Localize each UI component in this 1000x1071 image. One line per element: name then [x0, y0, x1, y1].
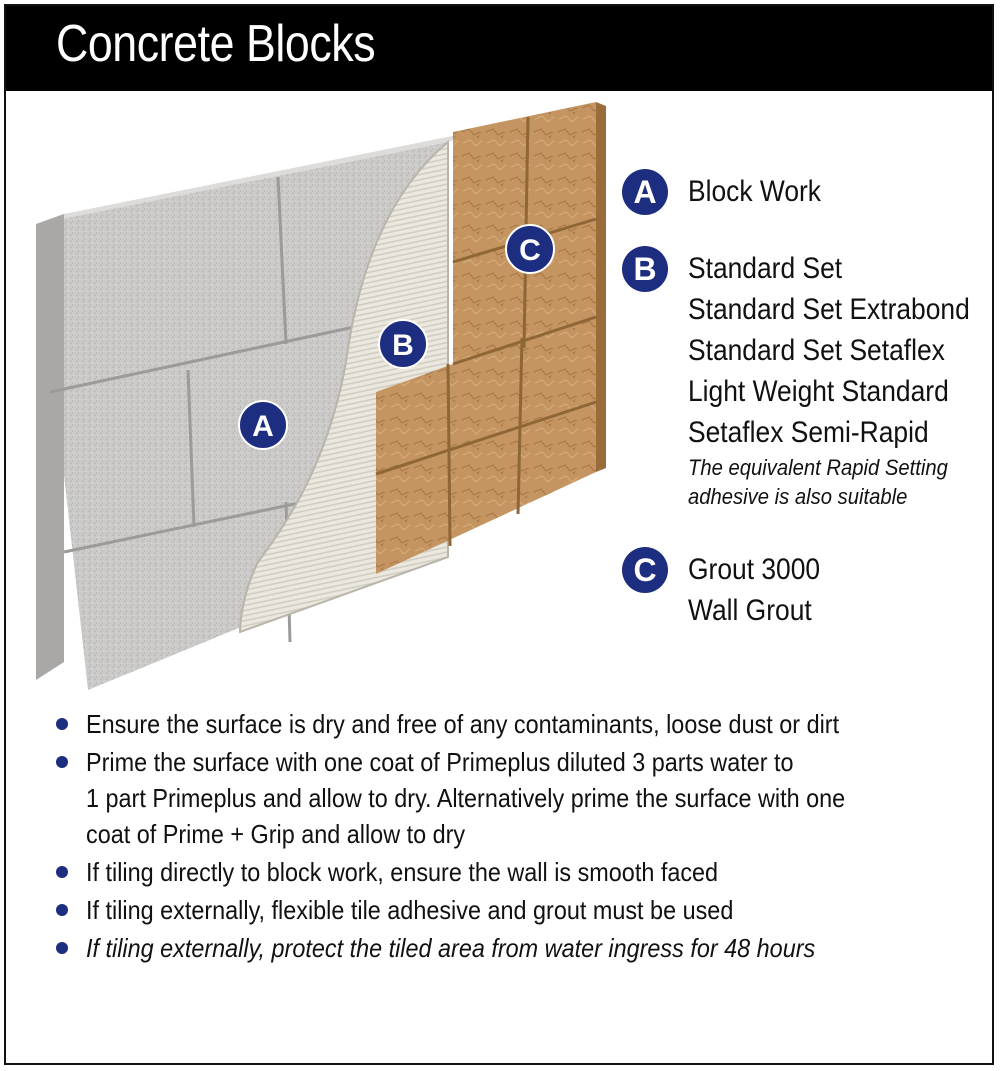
legend-line: Grout 3000: [688, 553, 821, 586]
diagram-badge-a: [239, 401, 287, 449]
bullet-icon: [56, 718, 68, 730]
list-item-text: If tiling externally, flexible tile adhesive and grout must be used: [86, 895, 734, 925]
legend-line: Standard Set Extrabond: [688, 293, 970, 326]
legend-line: Standard Set: [688, 252, 843, 285]
diagram-label-a: A: [252, 410, 274, 443]
legend-line: Wall Grout: [688, 594, 812, 627]
list-item-text: If tiling externally, protect the tiled area from water ingress for 48 hours: [86, 933, 816, 963]
list-item: [54, 892, 984, 928]
legend-item-a: [622, 171, 992, 212]
bullet-icon: [56, 756, 68, 768]
page-title: Concrete Blocks: [56, 15, 376, 73]
diagram-badge-b: [379, 320, 427, 368]
diagram-label-c: C: [519, 234, 541, 267]
diagram-label-b: B: [392, 329, 414, 362]
legend-badge-b: B: [622, 246, 668, 292]
bullet-icon: [56, 904, 68, 916]
legend-line: Setaflex Semi-Rapid: [688, 416, 929, 449]
bullet-icon: [56, 942, 68, 954]
list-item: [54, 706, 984, 742]
legend-note: The equivalent Rapid Setting: [688, 455, 948, 480]
list-item-text: coat of Prime + Grip and allow to dry: [86, 819, 466, 849]
list-item: [54, 744, 984, 852]
bullet-icon: [56, 866, 68, 878]
diagram-badge-c: [506, 225, 554, 273]
legend-line: Light Weight Standard: [688, 375, 949, 408]
list-item: [54, 854, 984, 890]
instructions-list: [54, 706, 984, 968]
legend: [622, 171, 992, 659]
legend-badge-c: C: [622, 547, 668, 593]
list-item-text: 1 part Primeplus and allow to dry. Alternatively prime the surface with one: [86, 783, 846, 813]
legend-line: Standard Set Setaflex: [688, 334, 945, 367]
list-item-text: Ensure the surface is dry and free of any contaminants, loose dust or dirt: [86, 709, 840, 739]
list-item-text: If tiling directly to block work, ensure the wall is smooth faced: [86, 857, 719, 887]
legend-line: Block Work: [688, 175, 822, 208]
list-item: [54, 930, 984, 966]
legend-note: adhesive is also suitable: [688, 484, 908, 509]
list-item-text: Prime the surface with one coat of Primeplus diluted 3 parts water to: [86, 747, 794, 777]
infographic-frame: [4, 4, 994, 1065]
wall-diagram: [28, 102, 608, 702]
legend-badge-a: A: [622, 169, 668, 215]
legend-item-c: [622, 549, 992, 631]
legend-item-b: [622, 248, 992, 511]
header-bar: [6, 6, 992, 91]
